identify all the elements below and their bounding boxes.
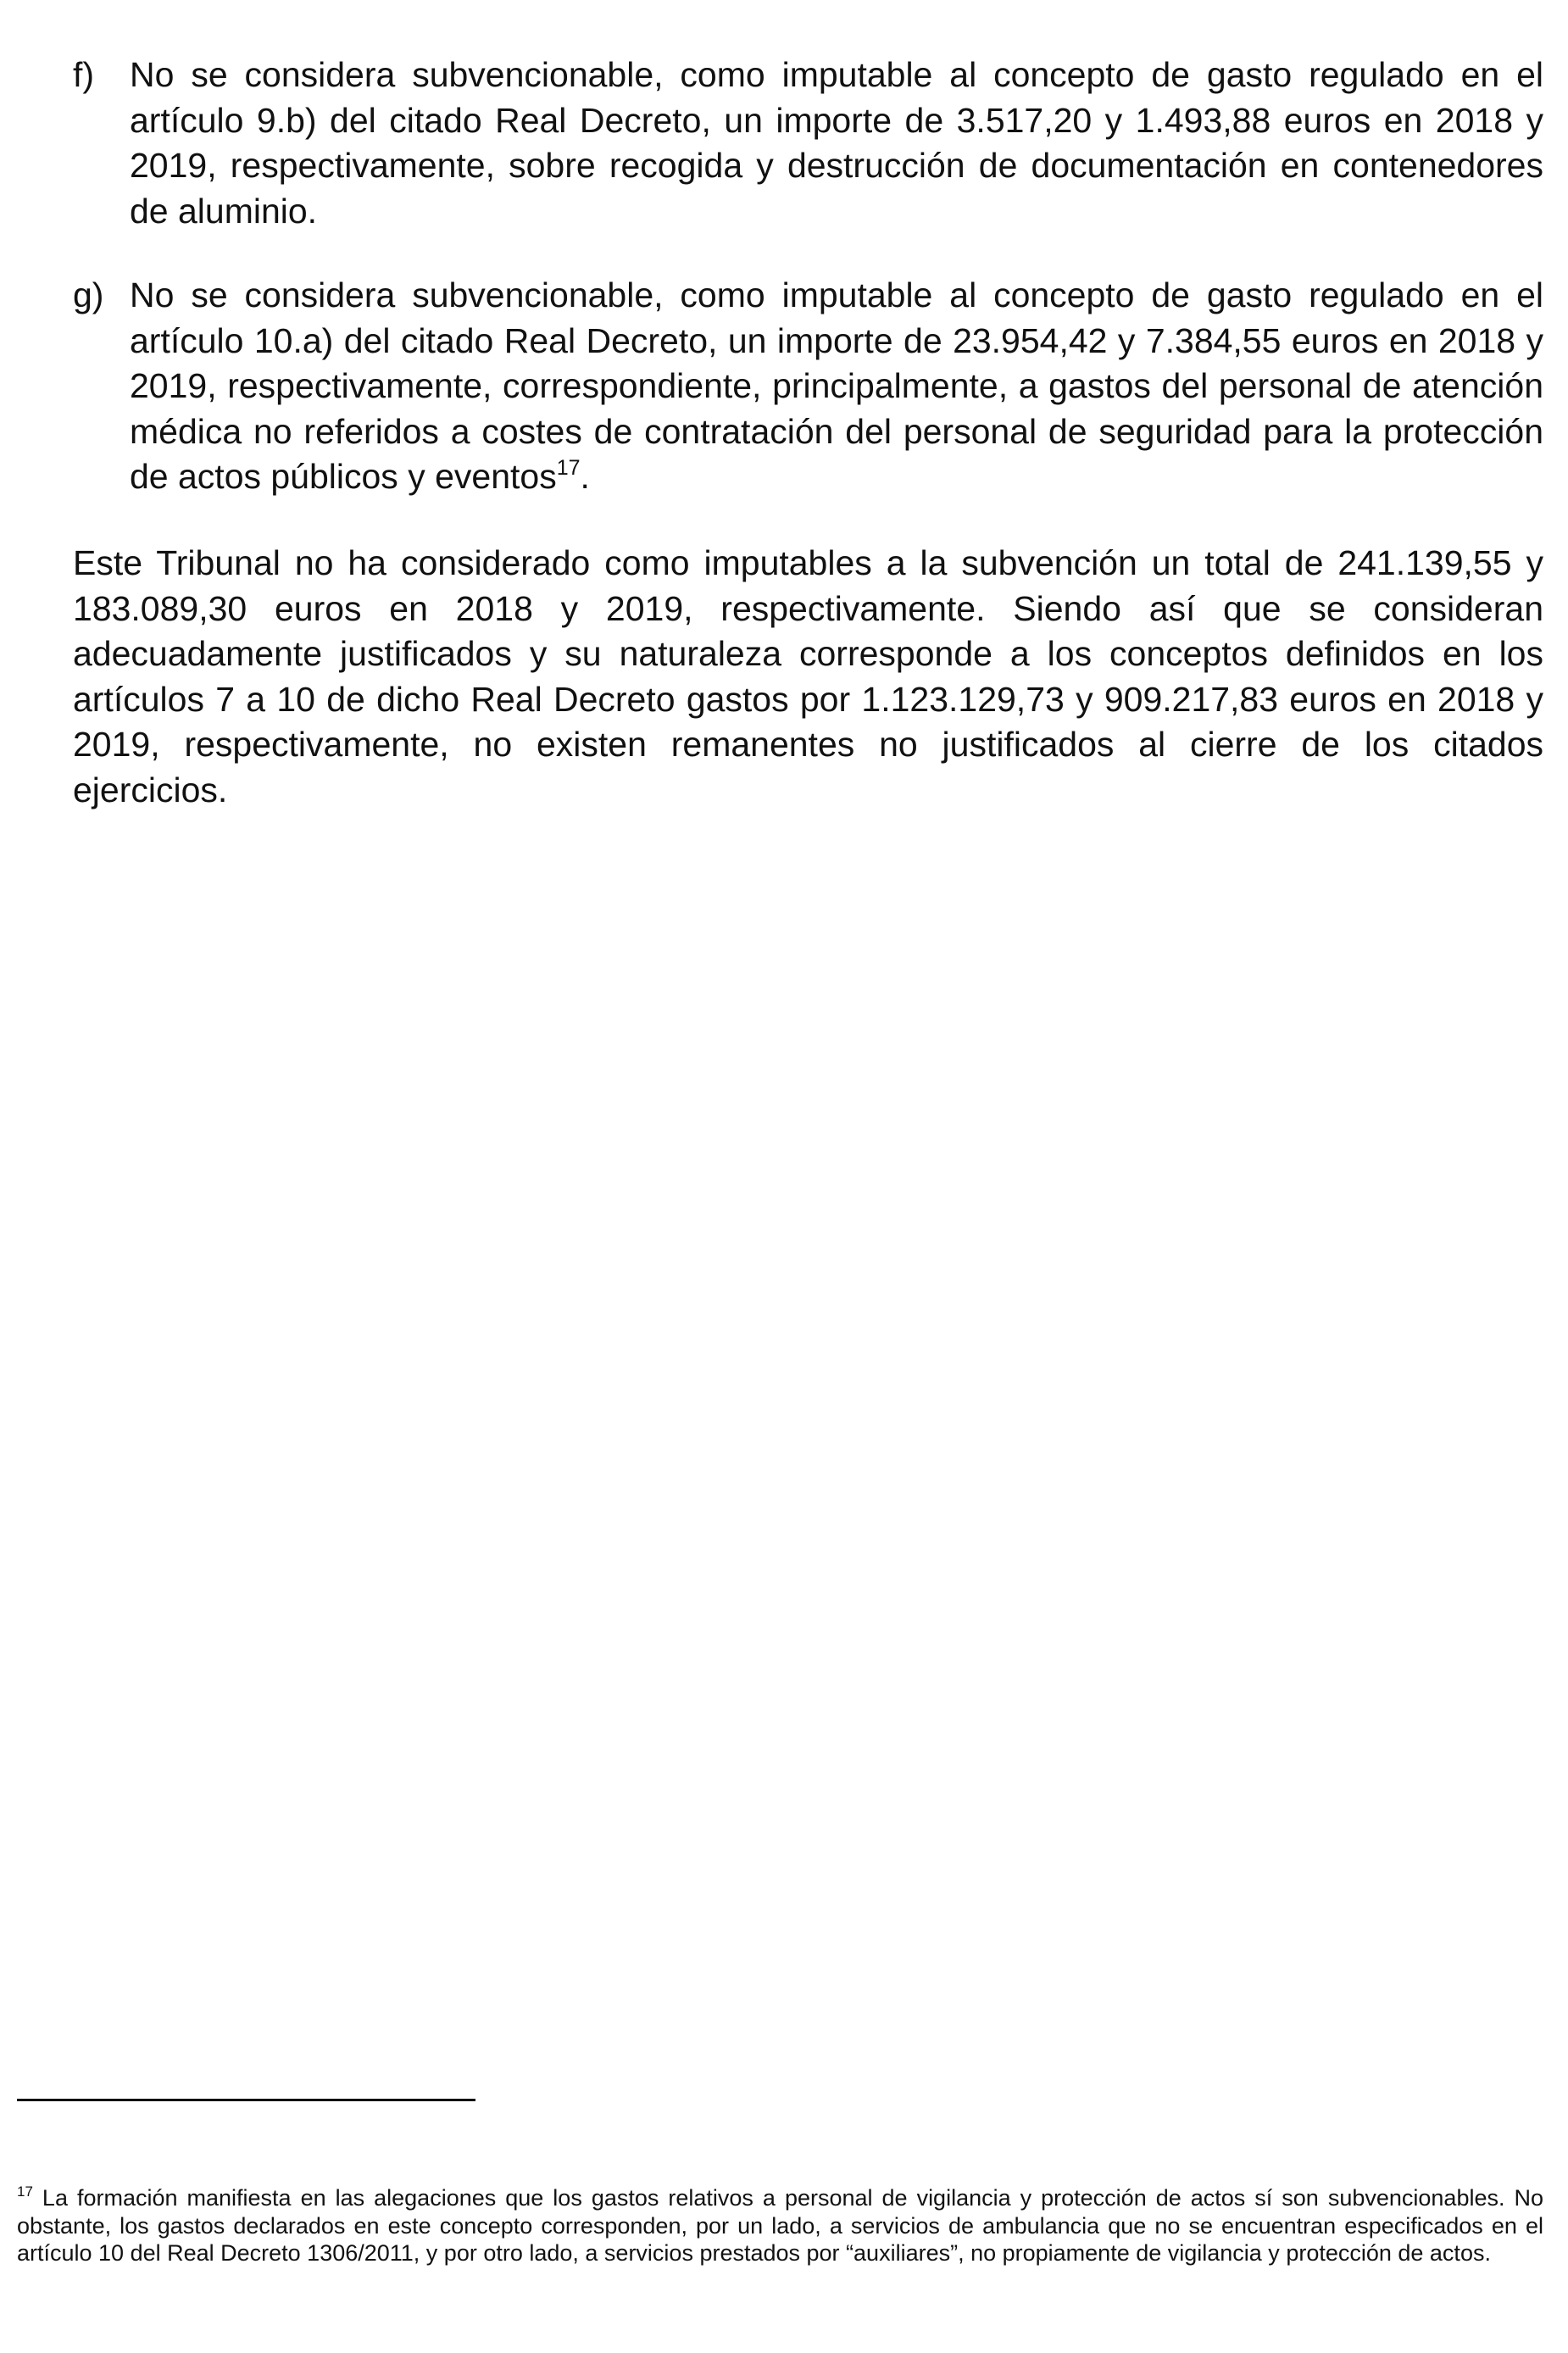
footnote — [17, 2184, 1543, 2267]
list-item-text-body: No se considera subvencionable, como imputable al concepto de gasto regulado en el artículo 10.a) del citado Real Decreto, un importe de 23.954,42 y 7.384,55 euros en 2018 y 2019, respectivamente, correspondiente, principalmente, a gastos del personal de atención médica no referidos a costes de contratación del personal de seguridad para la protección de actos públicos y eventos — [130, 275, 1543, 496]
list-item-f — [73, 53, 1543, 234]
list-item-text — [130, 273, 1543, 500]
footnote-divider — [17, 2099, 475, 2101]
list-item-g — [73, 273, 1543, 500]
body-paragraph: Este Tribunal no ha considerado como imputables a la subvención un total de 241.139,55 y 183.089,30 euros en 2018 y 2019, respectivamente. Siendo así que se consideran adecuadamente justificados y su naturaleza corresponde a los conceptos definidos en los artículos 7 a 10 de dicho Real Decreto gastos por 1.123.129,73 y 909.217,83 euros en 2018 y 2019, respectivamente, no existen remanentes no justificados al cierre de los citados ejercicios. — [73, 543, 1543, 809]
footnote-text: La formación manifiesta en las alegaciones que los gastos relativos a personal de vigilancia y protección de actos sí son subvencionables. No obstante, los gastos declarados en este concepto corresponden, por un lado, a servicios de ambulancia que no se encuentran especificados en el artículo 10 del Real Decreto 1306/2011, y por otro lado, a servicios prestados por “auxiliares”, no propiamente de vigilancia y protección de actos. — [17, 2185, 1543, 2266]
footnote-reference[interactable]: 17 — [556, 456, 581, 480]
list-item-letter: f) — [73, 55, 95, 94]
footnote-number: 17 — [17, 2183, 33, 2200]
list-item-text: No se considera subvencionable, como imputable al concepto de gasto regulado en el artículo 9.b) del citado Real Decreto, un importe de 3.517,20 y 1.493,88 euros en 2018 y 2019, respectivamente, sobre recogida y destrucción de documentación en contenedores de aluminio. — [130, 55, 1543, 231]
list-item-text-end: . — [580, 457, 590, 496]
list-item-letter: g) — [73, 275, 104, 314]
